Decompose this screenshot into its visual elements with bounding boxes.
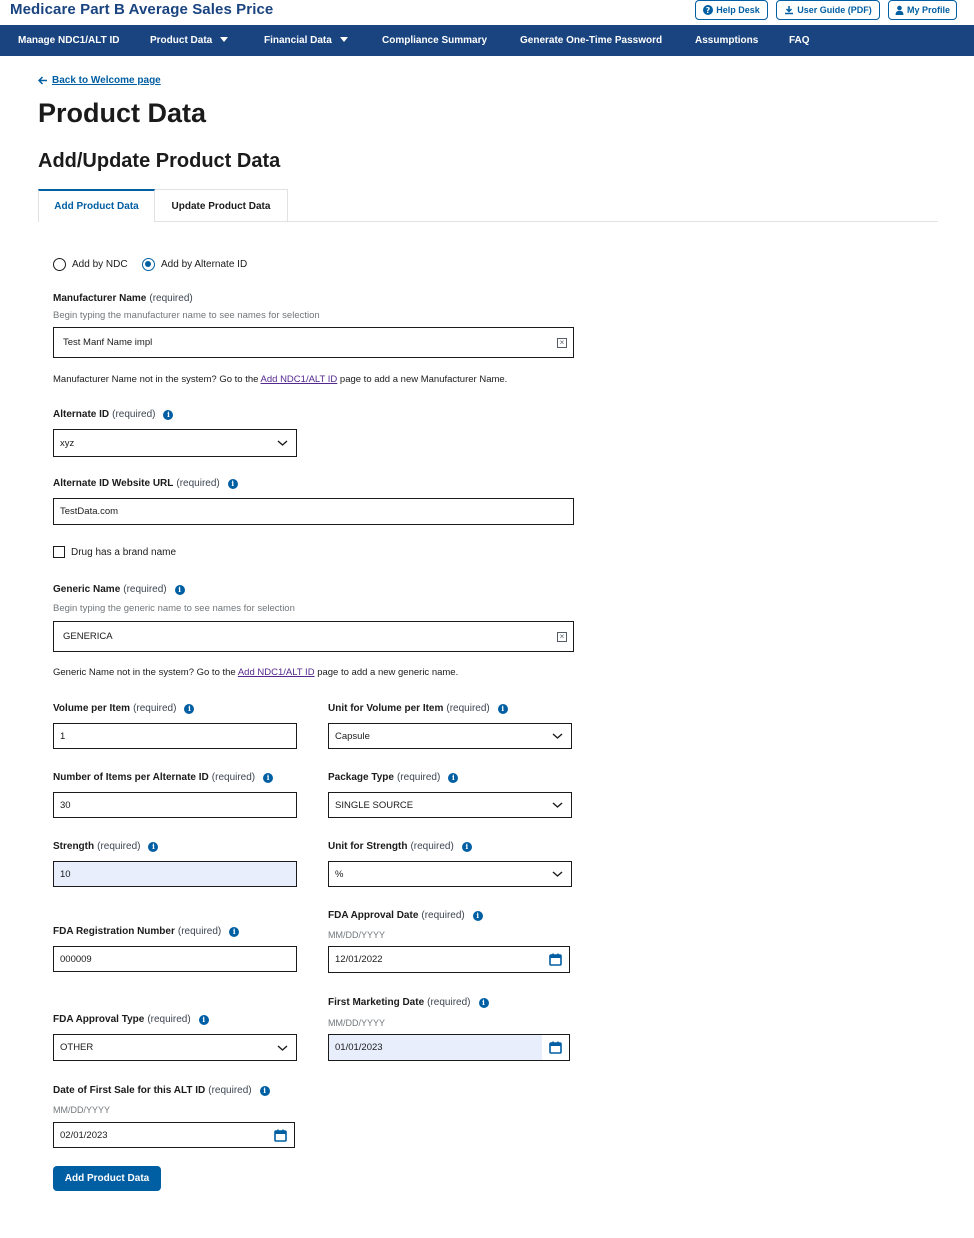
nav-label: Generate One-Time Password [520, 35, 663, 46]
caret-down-icon [220, 37, 228, 42]
required-text: (required) [421, 910, 465, 921]
generic-name-label [53, 584, 185, 595]
back-link-label: Back to Welcome page [52, 75, 161, 86]
nav-item-financial-data[interactable] [264, 25, 348, 56]
strength-label [53, 841, 158, 852]
info-icon[interactable]: i [479, 998, 489, 1008]
unit-volume-label [328, 703, 508, 714]
first-sale-date-value: 02/01/2023 [60, 1129, 108, 1141]
label-text: Alternate ID Website URL [53, 478, 174, 489]
label-text: First Marketing Date [328, 997, 425, 1008]
generic-name-input[interactable] [53, 621, 574, 652]
date-format-hint: MM/DD/YYYY [328, 930, 386, 940]
label-text: FDA Approval Type [53, 1014, 145, 1025]
strength-input[interactable] [53, 861, 297, 887]
info-icon[interactable]: i [473, 911, 483, 921]
label-text: Volume per Item [53, 703, 131, 714]
fda-approval-date-value: 12/01/2022 [335, 954, 383, 965]
label-text: Unit for Strength [328, 841, 408, 852]
info-icon[interactable]: i [448, 773, 458, 783]
first-marketing-date-value: 01/01/2023 [335, 1042, 383, 1053]
main-nav [0, 25, 974, 56]
add-product-data-button[interactable]: Add Product Data [53, 1166, 161, 1191]
add-ndc-link[interactable]: Add NDC1/ALT ID [260, 374, 338, 385]
back-link[interactable] [38, 75, 161, 86]
fda-approval-type-value: OTHER [60, 1042, 94, 1053]
user-icon [895, 5, 904, 15]
manufacturer-label [53, 293, 193, 304]
generic-name-value: GENERICA [63, 631, 113, 642]
unit-strength-label [328, 841, 472, 852]
fda-approval-date-label [328, 910, 483, 921]
label-text: Number of Items per Alternate ID [53, 772, 209, 783]
checkbox-box[interactable] [53, 546, 65, 558]
fda-approval-date-input[interactable] [328, 946, 543, 973]
required-text: (required) [396, 772, 441, 783]
app-title[interactable]: Medicare Part B Average Sales Price [10, 1, 274, 18]
arrow-left-icon [38, 76, 48, 85]
package-type-value: SINGLE SOURCE [335, 799, 414, 811]
generic-name-helper [53, 667, 458, 678]
section-title: Add/Update Product Data [38, 150, 281, 172]
chevron-down-icon [277, 438, 288, 448]
package-type-label [328, 772, 458, 783]
required-text: (required) [410, 841, 454, 852]
required-text: (required) [177, 926, 222, 937]
radio-add-by-ndc[interactable] [53, 258, 128, 271]
required-text: (required) [123, 584, 167, 595]
required-text: (required) [112, 409, 156, 420]
info-icon[interactable]: i [263, 773, 273, 783]
label-text: Manufacturer Name [53, 293, 147, 304]
helper-text: page to add a new Manufacturer Name. [339, 374, 508, 385]
items-per-alt-id-input[interactable] [53, 792, 297, 818]
nav-label: Financial Data [264, 35, 332, 46]
required-text: (required) [147, 1014, 191, 1025]
radio-label: Add by NDC [72, 259, 128, 270]
info-icon[interactable]: i [228, 479, 238, 489]
brand-name-checkbox[interactable] [53, 546, 176, 558]
manufacturer-value: Test Manf Name impl [63, 337, 153, 348]
help-desk-label: Help Desk [716, 5, 760, 15]
required-text: (required) [176, 478, 220, 489]
first-marketing-date-label [328, 997, 489, 1008]
required-text: (required) [133, 703, 177, 714]
manufacturer-input[interactable] [53, 327, 574, 358]
svg-text:?: ? [705, 6, 711, 15]
calendar-icon [274, 1129, 287, 1142]
label-text: Generic Name [53, 584, 121, 595]
items-per-alt-id-label [53, 772, 273, 783]
calendar-button[interactable] [542, 946, 570, 973]
manufacturer-hint: Begin typing the manufacturer name to see names for selection [53, 310, 320, 321]
nav-label: Assumptions [695, 35, 759, 46]
clear-icon[interactable]: × [557, 338, 567, 348]
my-profile-button[interactable] [888, 0, 957, 20]
date-format-hint: MM/DD/YYYY [53, 1105, 111, 1115]
first-marketing-date-input[interactable] [328, 1034, 543, 1061]
manufacturer-helper [53, 374, 507, 385]
calendar-icon [549, 1041, 562, 1054]
calendar-button[interactable] [267, 1122, 295, 1148]
chevron-down-icon [277, 1043, 288, 1053]
user-guide-label: User Guide (PDF) [797, 5, 872, 15]
info-icon[interactable]: i [148, 842, 158, 852]
first-sale-date-label [53, 1085, 270, 1096]
nav-label: Product Data [150, 35, 213, 46]
generic-name-hint: Begin typing the generic name to see names for selection [53, 603, 295, 614]
volume-per-item-value: 1 [60, 730, 66, 742]
download-icon [784, 5, 794, 15]
helper-text: Generic Name not in the system? Go to the [53, 667, 236, 678]
alternate-id-select[interactable] [53, 429, 297, 457]
alternate-id-url-label [53, 478, 238, 489]
label-text: Date of First Sale for this ALT ID [53, 1085, 206, 1096]
nav-item-generate-otp[interactable] [520, 25, 662, 56]
label-text: Unit for Volume per Item [328, 703, 444, 714]
nav-item-product-data[interactable] [150, 25, 228, 56]
nav-item-faq[interactable] [789, 25, 810, 56]
help-icon [703, 5, 713, 15]
alternate-id-url-value: TestData.com [60, 506, 119, 517]
label-text: FDA Registration Number [53, 926, 175, 937]
required-text: (required) [149, 293, 193, 304]
fda-approval-type-label [53, 1014, 209, 1025]
nav-label: FAQ [789, 35, 810, 46]
nav-item-manage-ndc[interactable] [18, 25, 120, 56]
nav-item-assumptions[interactable] [695, 25, 758, 56]
date-format-hint: MM/DD/YYYY [328, 1018, 386, 1028]
info-icon[interactable]: i [229, 927, 239, 937]
required-text: (required) [97, 841, 141, 852]
required-text: (required) [211, 772, 256, 783]
items-per-alt-id-value: 30 [60, 799, 71, 811]
calendar-icon [549, 953, 562, 966]
fda-registration-label [53, 926, 239, 937]
unit-volume-select[interactable] [328, 723, 572, 749]
helper-text: page to add a new generic name. [317, 667, 459, 678]
label-text: Strength [53, 841, 95, 852]
my-profile-label: My Profile [906, 5, 950, 15]
info-icon[interactable]: i [199, 1015, 209, 1025]
package-type-select[interactable] [328, 792, 572, 818]
unit-volume-value: Capsule [335, 730, 370, 742]
page-title: Product Data [38, 98, 207, 128]
info-icon[interactable]: i [163, 410, 173, 420]
alternate-id-value: xyz [60, 437, 75, 449]
fda-approval-type-select[interactable] [53, 1034, 297, 1061]
info-icon[interactable]: i [498, 704, 508, 714]
clear-icon[interactable]: × [557, 632, 567, 642]
top-bar [0, 0, 974, 25]
alternate-id-url-input[interactable] [53, 498, 574, 525]
info-icon[interactable]: i [175, 585, 185, 595]
add-ndc-link[interactable]: Add NDC1/ALT ID [237, 667, 315, 678]
chevron-down-icon [552, 731, 563, 741]
checkbox-label: Drug has a brand name [71, 546, 177, 558]
strength-value: 10 [60, 868, 71, 880]
radio-circle-checked[interactable] [142, 258, 155, 271]
volume-per-item-input[interactable] [53, 723, 297, 749]
nav-label: Manage NDC1/ALT ID [18, 35, 120, 46]
radio-label: Add by Alternate ID [161, 259, 248, 270]
first-sale-date-input[interactable] [53, 1122, 268, 1148]
required-text: (required) [427, 997, 471, 1008]
radio-circle[interactable] [53, 258, 66, 271]
nav-label: Compliance Summary [382, 35, 488, 46]
help-desk-button[interactable] [695, 0, 768, 20]
info-icon[interactable]: i [462, 842, 472, 852]
fda-registration-input[interactable] [53, 946, 297, 972]
info-icon[interactable]: i [260, 1086, 270, 1096]
unit-strength-select[interactable] [328, 861, 572, 887]
label-text: Package Type [328, 772, 394, 783]
tab-add-product-data[interactable]: Add Product Data [38, 189, 155, 222]
volume-per-item-label [53, 703, 194, 714]
required-text: (required) [446, 703, 490, 714]
label-text: FDA Approval Date [328, 910, 419, 921]
caret-down-icon [340, 37, 348, 42]
tab-update-product-data[interactable]: Update Product Data [155, 189, 288, 222]
label-text: Alternate ID [53, 409, 110, 420]
fda-registration-value: 000009 [60, 953, 92, 965]
chevron-down-icon [552, 869, 563, 879]
info-icon[interactable]: i [184, 704, 194, 714]
helper-text: Manufacturer Name not in the system? Go to the [53, 374, 259, 385]
alternate-id-label [53, 409, 173, 420]
required-text: (required) [208, 1085, 252, 1096]
chevron-down-icon [552, 800, 563, 810]
radio-add-by-alternate-id[interactable] [142, 258, 247, 271]
nav-item-compliance-summary[interactable] [382, 25, 487, 56]
unit-strength-value: % [335, 868, 344, 880]
user-guide-button[interactable] [776, 0, 880, 20]
calendar-button[interactable] [542, 1034, 570, 1061]
